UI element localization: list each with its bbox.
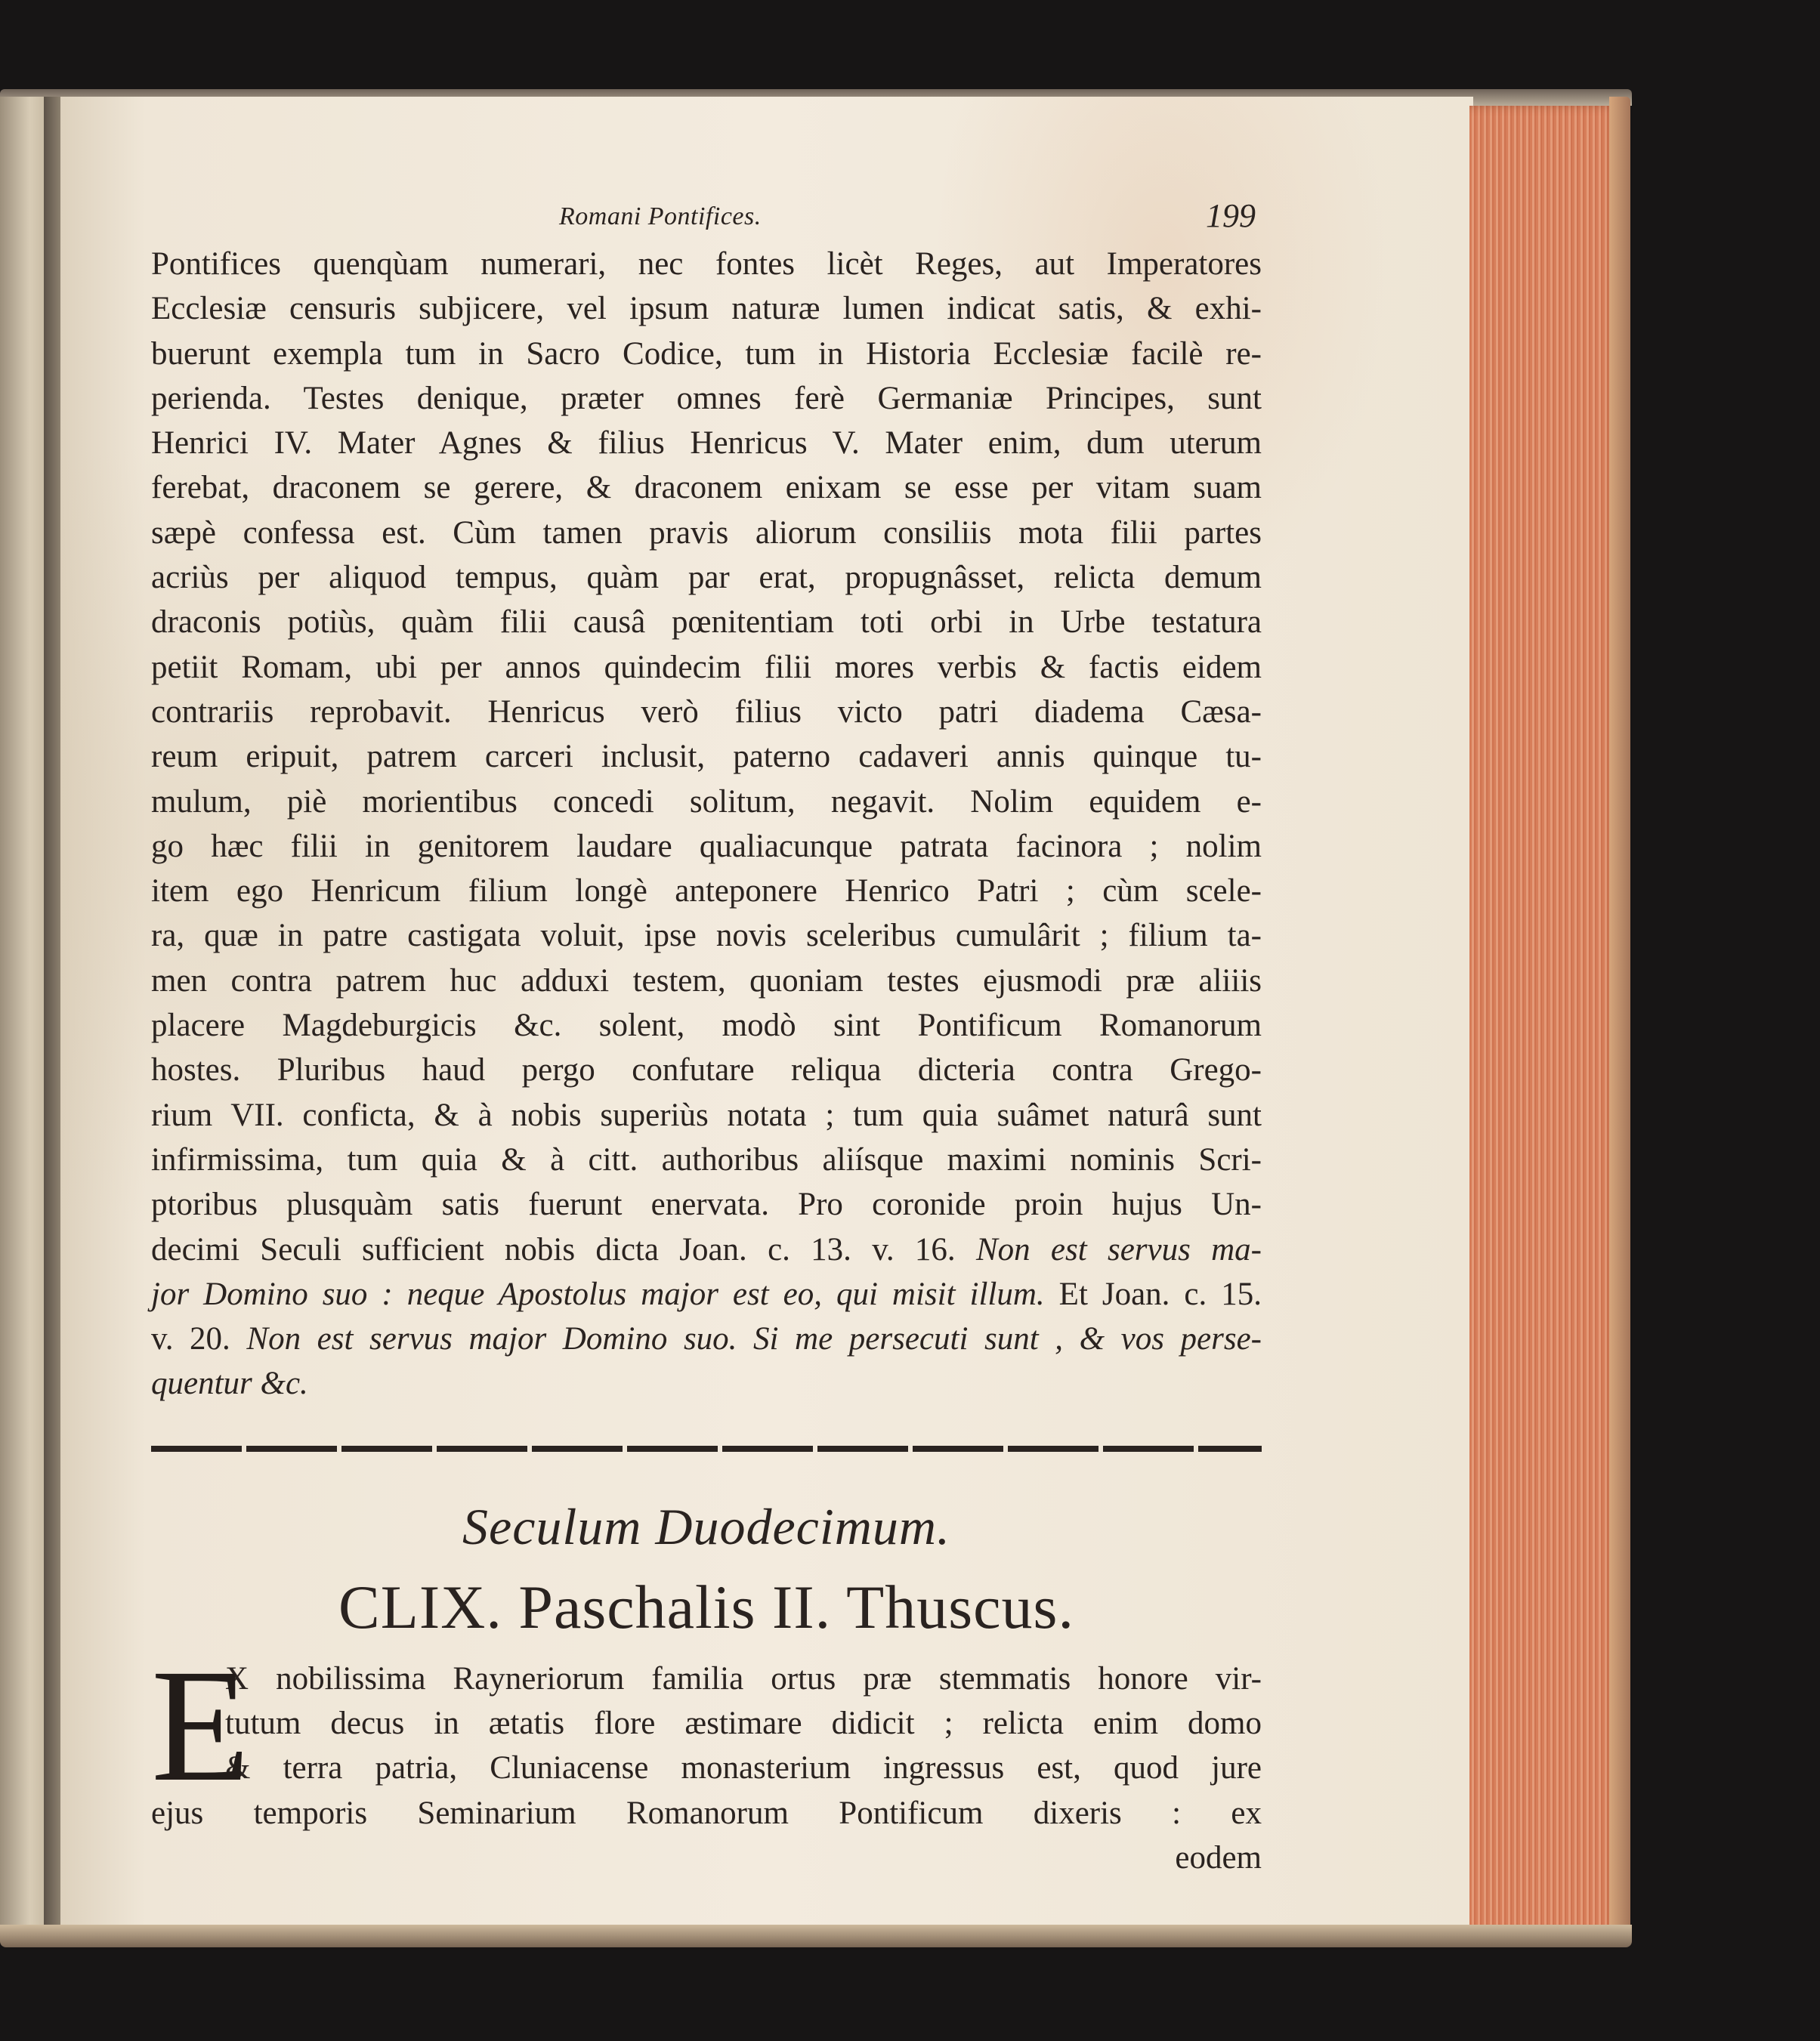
body-line: item ego Henricum filium longè anteponere Henrico Patri ; cùm scele- bbox=[151, 873, 1262, 909]
scripture-reference: v. 20. bbox=[151, 1321, 230, 1357]
body-line-text: decimi Seculi sufficient nobis dicta Joan. c. 13. v. 16. bbox=[151, 1231, 956, 1268]
red-fore-edge bbox=[1469, 106, 1621, 1934]
body-line: ferebat, draconem se gerere, & draconem enixam se esse per vitam suam bbox=[151, 470, 1262, 506]
scripture-quote: Non est servus major Domino suo. Si me persecuti sunt , & vos perse- bbox=[246, 1321, 1262, 1357]
body-line: hostes. Pluribus haud pergo confutare reliqua dicteria contra Grego- bbox=[151, 1052, 1262, 1088]
body-line: Pontifices quenqùam numerari, nec fontes licèt Reges, aut Imperatores bbox=[151, 246, 1262, 282]
body-line: contrariis reprobavit. Henricus verò filius victo patri diadema Cæsa- bbox=[151, 693, 1262, 730]
scripture-reference: Et Joan. c. 15. bbox=[1058, 1276, 1262, 1312]
body-line: infirmissima, tum quia & à citt. authoribus aliísque maximi nominis Scri- bbox=[151, 1141, 1262, 1178]
body-line: Ecclesiæ censuris subjicere, vel ipsum naturæ lumen indicat satis, & exhi- bbox=[151, 291, 1262, 327]
body-line: ejus temporis Seminarium Romanorum Pontificum dixeris : ex bbox=[151, 1795, 1262, 1831]
body-line: ra, quæ in patre castigata voluit, ipse novis sceleribus cumulârit ; filium ta- bbox=[151, 918, 1262, 954]
body-line: placere Magdeburgicis &c. solent, modò sint Pontificum Romanorum bbox=[151, 1008, 1262, 1044]
page-number: 199 bbox=[1206, 197, 1256, 234]
scripture-quote: Non est servus ma- bbox=[975, 1231, 1262, 1268]
section-title: Seculum Duodecimum. bbox=[462, 1497, 950, 1555]
chapter-title: CLIX. Paschalis II. Thuscus. bbox=[338, 1572, 1074, 1641]
body-line: & terra patria, Cluniacense monasterium ingressus est, quod jure bbox=[225, 1750, 1262, 1786]
body-line: go hæc filii in genitorem laudare qualiacunque patrata facinora ; nolim bbox=[151, 828, 1262, 864]
scripture-quote: jor Domino suo : neque Apostolus major est eo, qui misit illum. bbox=[151, 1276, 1045, 1312]
section-divider-rule bbox=[151, 1446, 1262, 1452]
body-line: mulum, piè morientibus concedi solitum, negavit. Nolim equidem e- bbox=[151, 783, 1262, 820]
body-line: rium VII. conficta, & à nobis superiùs notata ; tum quia suâmet naturâ sunt bbox=[151, 1097, 1262, 1133]
body-line: acriùs per aliquod tempus, quàm par erat, propugnâsset, relicta demum bbox=[151, 560, 1262, 596]
running-head: Romani Pontifices. bbox=[559, 202, 762, 230]
body-line: quentur &c. bbox=[151, 1366, 308, 1402]
body-line bbox=[151, 1317, 1262, 1361]
body-line bbox=[151, 1272, 1262, 1317]
lead-paragraph bbox=[151, 1635, 1262, 1880]
body-line bbox=[151, 1227, 1262, 1272]
body-line: ptoribus plusquàm satis fuerunt enervata. Pro coronide proin hujus Un- bbox=[151, 1187, 1262, 1223]
drop-cap: E bbox=[151, 1635, 250, 1815]
body-line: reum eripuit, patrem carceri inclusit, paterno cadaveri annis quinque tu- bbox=[151, 739, 1262, 775]
body-line: draconis potiùs, quàm filii causâ pœnitentiam toti orbi in Urbe testatura bbox=[151, 604, 1262, 641]
body-line: sæpè confessa est. Cùm tamen pravis aliorum consiliis mota filii partes bbox=[151, 514, 1262, 551]
body-line: Henrici IV. Mater Agnes & filius Henricus V. Mater enim, dum uterum bbox=[151, 425, 1262, 462]
body-line: perienda. Testes denique, præter omnes ferè Germaniæ Principes, sunt bbox=[151, 380, 1262, 416]
book-cover-edge bbox=[1609, 97, 1630, 1932]
body-line: tutum decus in ætatis flore æstimare didicit ; relicta enim domo bbox=[225, 1706, 1262, 1742]
catchword: eodem bbox=[1175, 1839, 1262, 1876]
body-line: petiit Romam, ubi per annos quindecim filii mores verbis & factis eidem bbox=[151, 649, 1262, 685]
body-paragraph bbox=[151, 242, 1262, 1406]
body-line: X nobilissima Rayneriorum familia ortus præ stemmatis honore vir- bbox=[225, 1660, 1262, 1697]
book-bottom-edge bbox=[0, 1925, 1632, 1947]
body-line: men contra patrem huc adduxi testem, quoniam testes ejusmodi præ aliiis bbox=[151, 962, 1262, 999]
body-line: buerunt exempla tum in Sacro Codice, tum in Historia Ecclesiæ facilè re- bbox=[151, 335, 1262, 372]
text-block bbox=[151, 196, 1262, 1880]
page-header bbox=[151, 196, 1262, 242]
